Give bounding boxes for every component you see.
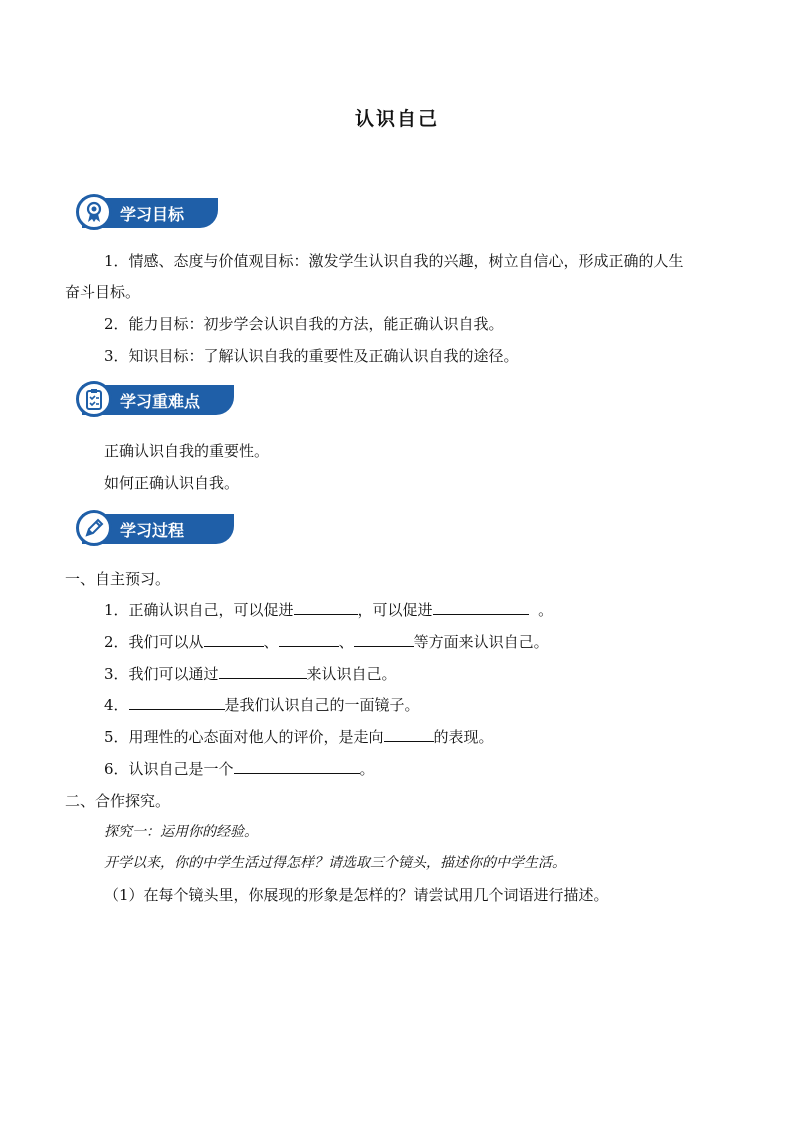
q6-text-a: 6．认识自己是一个 bbox=[104, 760, 234, 778]
explore-1-title: 探究一：运用你的经验。 bbox=[104, 824, 258, 840]
answer-blank[interactable] bbox=[219, 664, 307, 679]
section-badge-process bbox=[76, 512, 234, 546]
q5-text-a: 5．用理性的心态面对他人的评价，是走向 bbox=[104, 728, 384, 746]
question-1 bbox=[104, 600, 553, 620]
key-point-1: 正确认识自我的重要性。 bbox=[104, 442, 270, 460]
key-point-2: 如何正确认识自我。 bbox=[104, 474, 240, 492]
q3-text-b: 来认识自己。 bbox=[306, 665, 397, 683]
q6-text-b: 。 bbox=[359, 760, 375, 778]
q1-text-a: 1．正确认识自己，可以促进 bbox=[104, 601, 294, 619]
question-4 bbox=[104, 695, 420, 715]
part2-heading: 二、合作探究。 bbox=[65, 792, 171, 810]
answer-blank[interactable] bbox=[279, 632, 339, 647]
question-6 bbox=[104, 759, 375, 779]
q4-text-b: 是我们认识自己的一面镜子。 bbox=[224, 696, 420, 714]
pencil-icon bbox=[76, 510, 112, 546]
section-label-process: 学习过程 bbox=[120, 521, 185, 540]
award-ribbon-icon bbox=[76, 194, 112, 230]
q3-text-a: 3．我们可以通过 bbox=[104, 665, 219, 683]
goal-line-1: 1．情感、态度与价值观目标：激发学生认识自我的兴趣，树立自信心，形成正确的人生 bbox=[104, 252, 684, 270]
section-label-key-points: 学习重难点 bbox=[120, 392, 201, 411]
answer-blank[interactable] bbox=[354, 632, 414, 647]
answer-blank[interactable] bbox=[433, 600, 529, 615]
goal-line-1-cont: 奋斗目标。 bbox=[65, 283, 141, 301]
goal-line-2: 2．能力目标：初步学会认识自我的方法，能正确认识自我。 bbox=[104, 315, 504, 333]
q5-text-b: 的表现。 bbox=[433, 728, 494, 746]
section-badge-goals bbox=[76, 196, 218, 230]
answer-blank[interactable] bbox=[204, 632, 264, 647]
answer-blank[interactable] bbox=[129, 695, 225, 710]
question-3 bbox=[104, 664, 397, 684]
q4-text-a: 4． bbox=[104, 696, 129, 714]
answer-blank[interactable] bbox=[234, 759, 360, 774]
explore-1-prompt: 开学以来，你的中学生活过得怎样？请选取三个镜头，描述你的中学生活。 bbox=[104, 855, 566, 871]
q1-text-b: ，可以促进 bbox=[357, 601, 433, 619]
page-title: 认识自己 bbox=[354, 108, 439, 130]
goal-line-3: 3．知识目标：了解认识自我的重要性及正确认识自我的途径。 bbox=[104, 347, 519, 365]
question-2 bbox=[104, 632, 549, 652]
answer-blank[interactable] bbox=[384, 727, 434, 742]
explore-1-subquestion-1: （1）在每个镜头里，你展现的形象是怎样的？请尝试用几个词语进行描述。 bbox=[104, 886, 609, 904]
q2-text-d: 等方面来认识自己。 bbox=[413, 633, 549, 651]
section-badge-key-points bbox=[76, 383, 234, 417]
q2-text-c: 、 bbox=[338, 633, 354, 651]
answer-blank[interactable] bbox=[294, 600, 358, 615]
question-5 bbox=[104, 727, 494, 747]
q2-text-b: 、 bbox=[263, 633, 279, 651]
q1-text-c: 。 bbox=[538, 601, 554, 619]
part1-heading: 一、自主预习。 bbox=[65, 570, 171, 588]
clipboard-checklist-icon bbox=[76, 381, 112, 417]
q2-text-a: 2．我们可以从 bbox=[104, 633, 204, 651]
section-label-goals: 学习目标 bbox=[120, 205, 185, 224]
